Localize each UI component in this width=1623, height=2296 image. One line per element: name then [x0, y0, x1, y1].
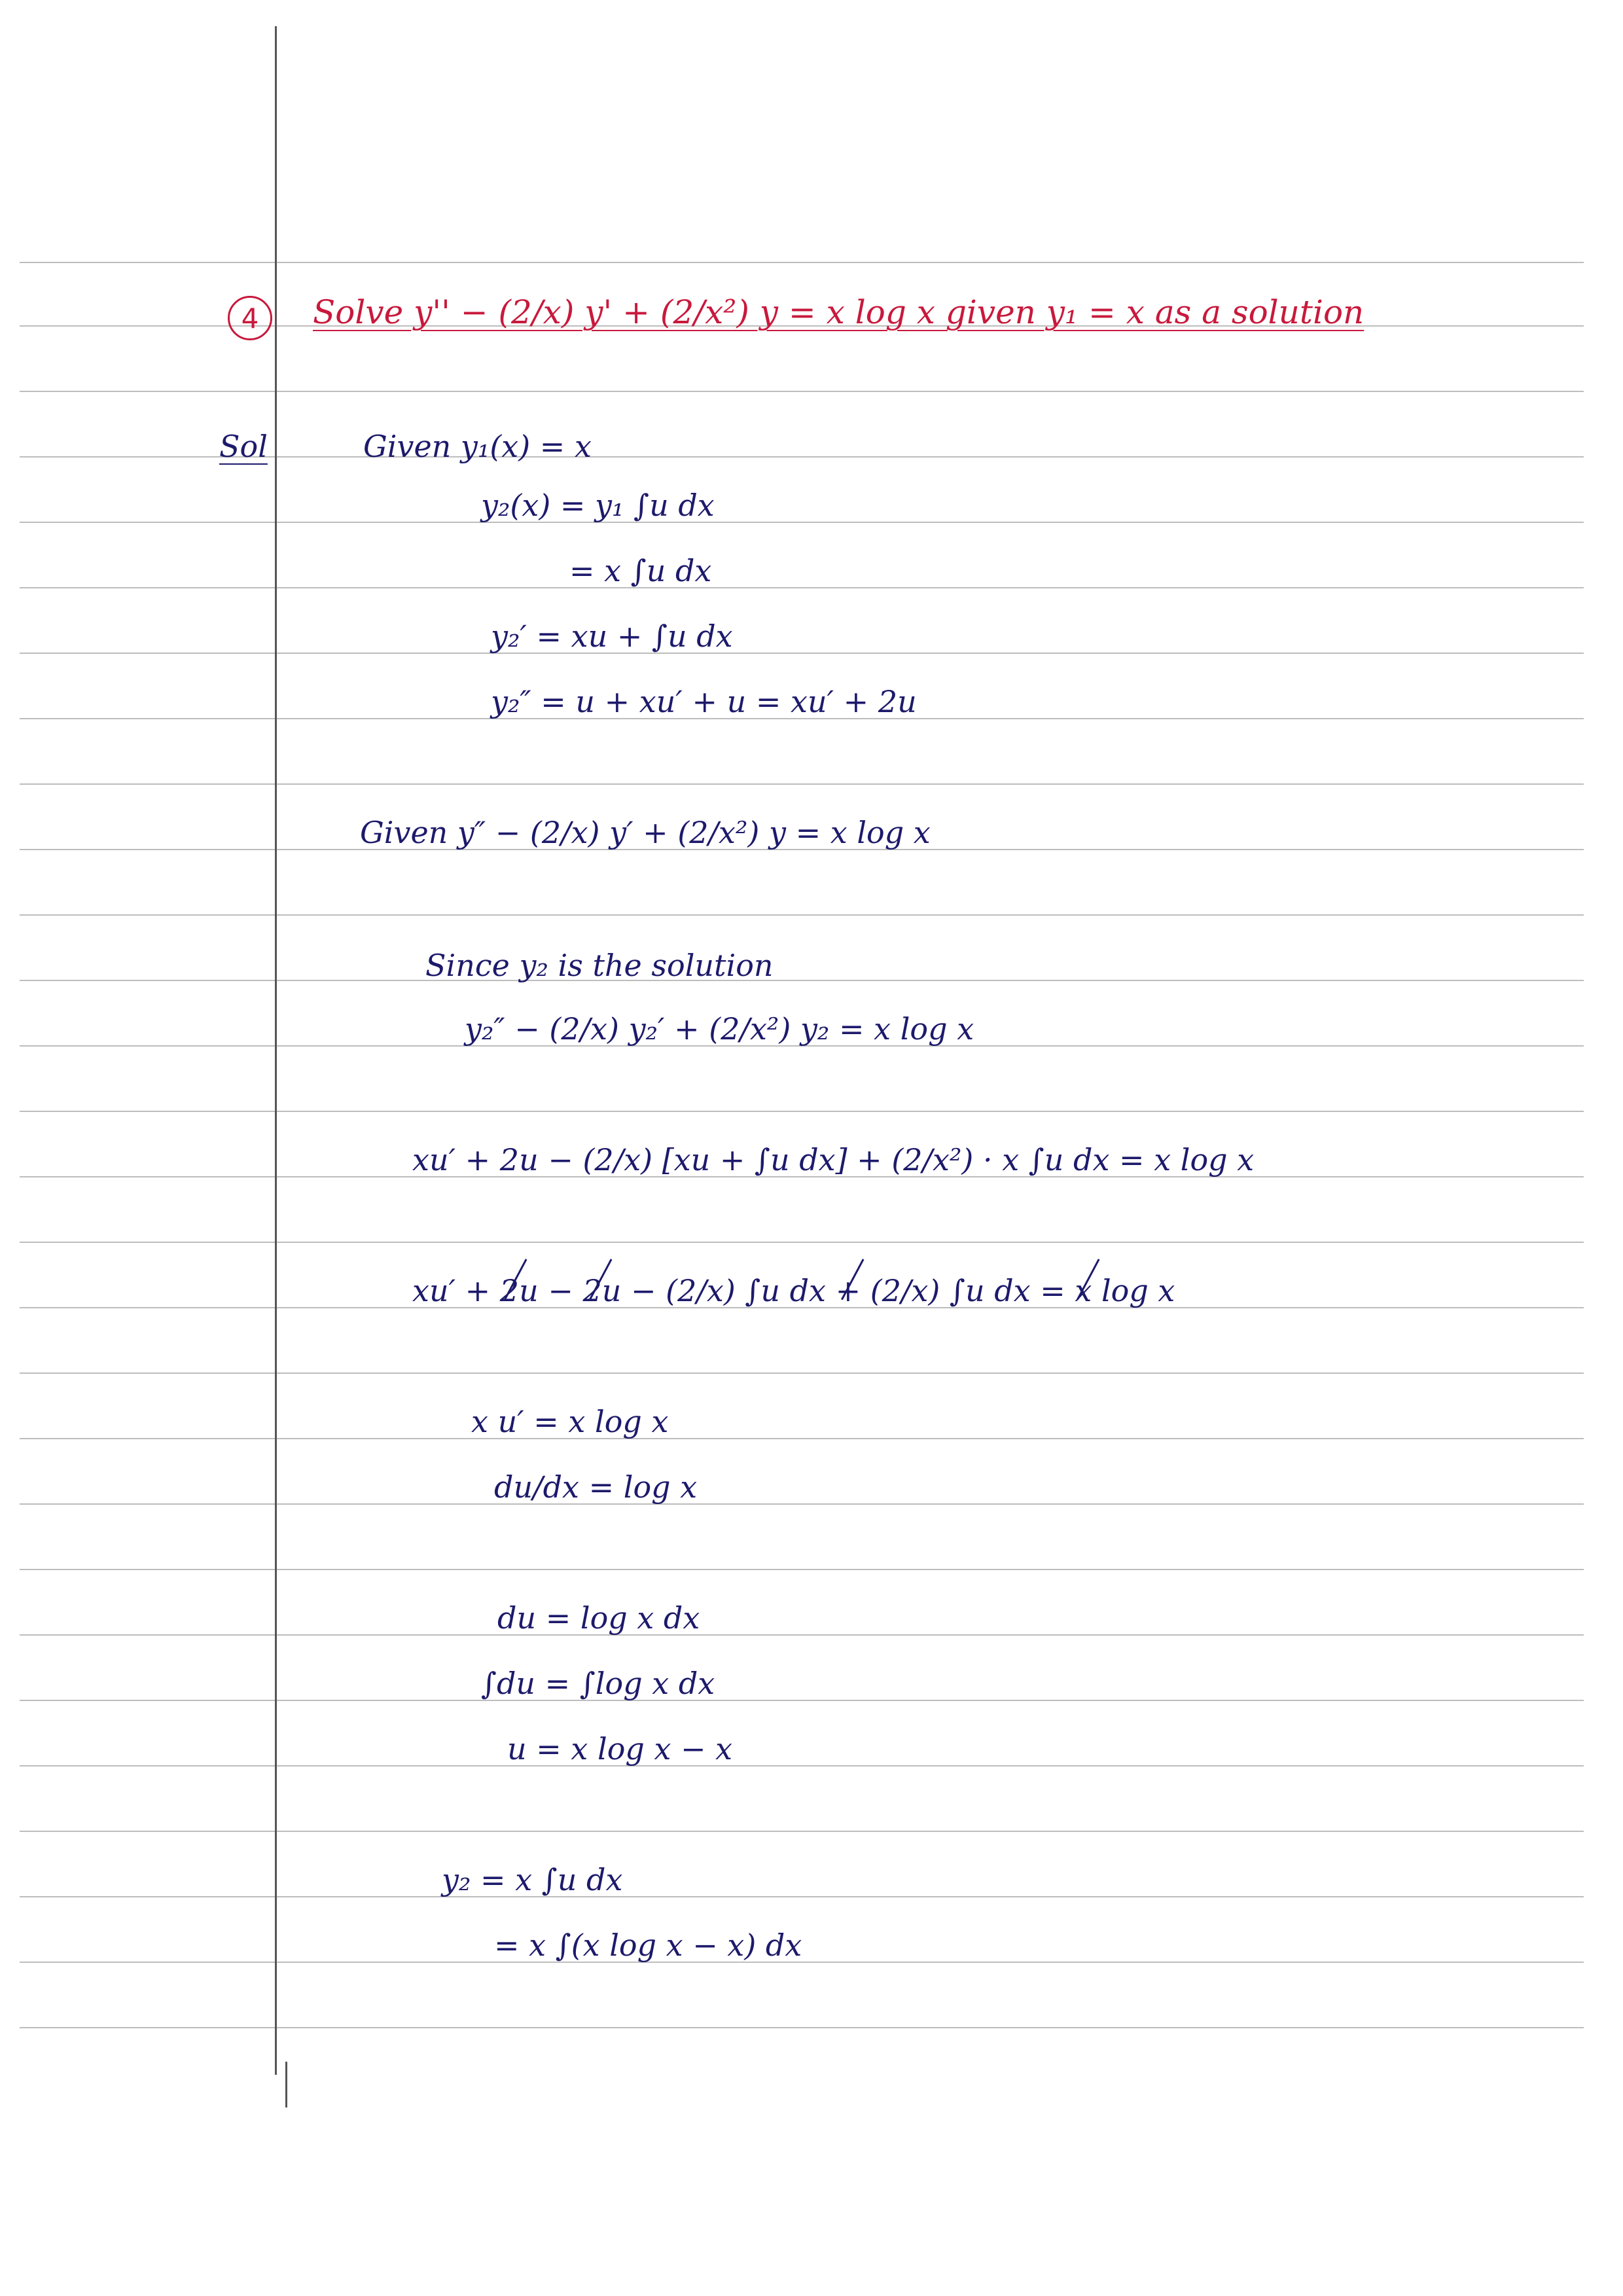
step-y2-final: = x ∫(x log x − x) dx — [494, 1928, 802, 1963]
step-u-result: u = x log x − x — [507, 1731, 733, 1767]
step-xu-prime: x u′ = x log x — [471, 1404, 669, 1439]
step-since-solution: Since y₂ is the solution — [425, 948, 774, 983]
margin-line-stub — [285, 2062, 287, 2108]
ruled-line — [20, 1831, 1584, 1832]
question-number: 4 — [228, 296, 272, 340]
ruled-line — [20, 1700, 1584, 1701]
ruled-line — [20, 914, 1584, 916]
ruled-line — [20, 522, 1584, 523]
step-y2-def: y₂(x) = y₁ ∫u dx — [481, 488, 715, 523]
step-y2-first-derivative: y₂′ = xu + ∫u dx — [491, 619, 733, 654]
ruled-line — [20, 783, 1584, 785]
ruled-line — [20, 587, 1584, 588]
ruled-line — [20, 1503, 1584, 1505]
ruled-line — [20, 1111, 1584, 1112]
ruled-line — [20, 1569, 1584, 1570]
step-integrate: ∫du = ∫log x dx — [481, 1666, 715, 1701]
ruled-line — [20, 653, 1584, 654]
ruled-line — [20, 1765, 1584, 1767]
step-y2-simplified: = x ∫u dx — [569, 553, 712, 588]
step-given-equation: Given y″ − (2/x) y′ + (2/x²) y = x log x — [360, 815, 931, 850]
ruled-line — [20, 391, 1584, 392]
step-y2-second-derivative: y₂″ = u + xu′ + u = xu′ + 2u — [491, 684, 917, 719]
ruled-line — [20, 1634, 1584, 1636]
solution-label: Sol — [219, 429, 268, 464]
question-text: Solve y'' − (2/x) y' + (2/x²) y = x log x given y₁ = x as a solution — [313, 293, 1364, 331]
ruled-line — [20, 1896, 1584, 1897]
ruled-line — [20, 1372, 1584, 1374]
step-y2-again: y₂ = x ∫u dx — [442, 1862, 623, 1897]
step-given-y1: Given y₁(x) = x — [363, 429, 592, 464]
step-substitute-y2: y₂″ − (2/x) y₂′ + (2/x²) y₂ = x log x — [465, 1011, 974, 1047]
step-expanded: xu′ + 2u − (2/x) [xu + ∫u dx] + (2/x²) · x ∫u dx = x log x — [412, 1142, 1255, 1177]
step-du-dx: du/dx = log x — [494, 1469, 698, 1505]
margin-line — [275, 26, 277, 2075]
ruled-line — [20, 980, 1584, 981]
ruled-line — [20, 1242, 1584, 1243]
ruled-line — [20, 262, 1584, 263]
ruled-line — [20, 2027, 1584, 2028]
step-cancelled: xu′ + 2u − 2u − (2/x) ∫u dx + (2/x) ∫u dx = x log x — [412, 1273, 1175, 1308]
ruled-line — [20, 1438, 1584, 1439]
step-du: du = log x dx — [497, 1600, 700, 1636]
